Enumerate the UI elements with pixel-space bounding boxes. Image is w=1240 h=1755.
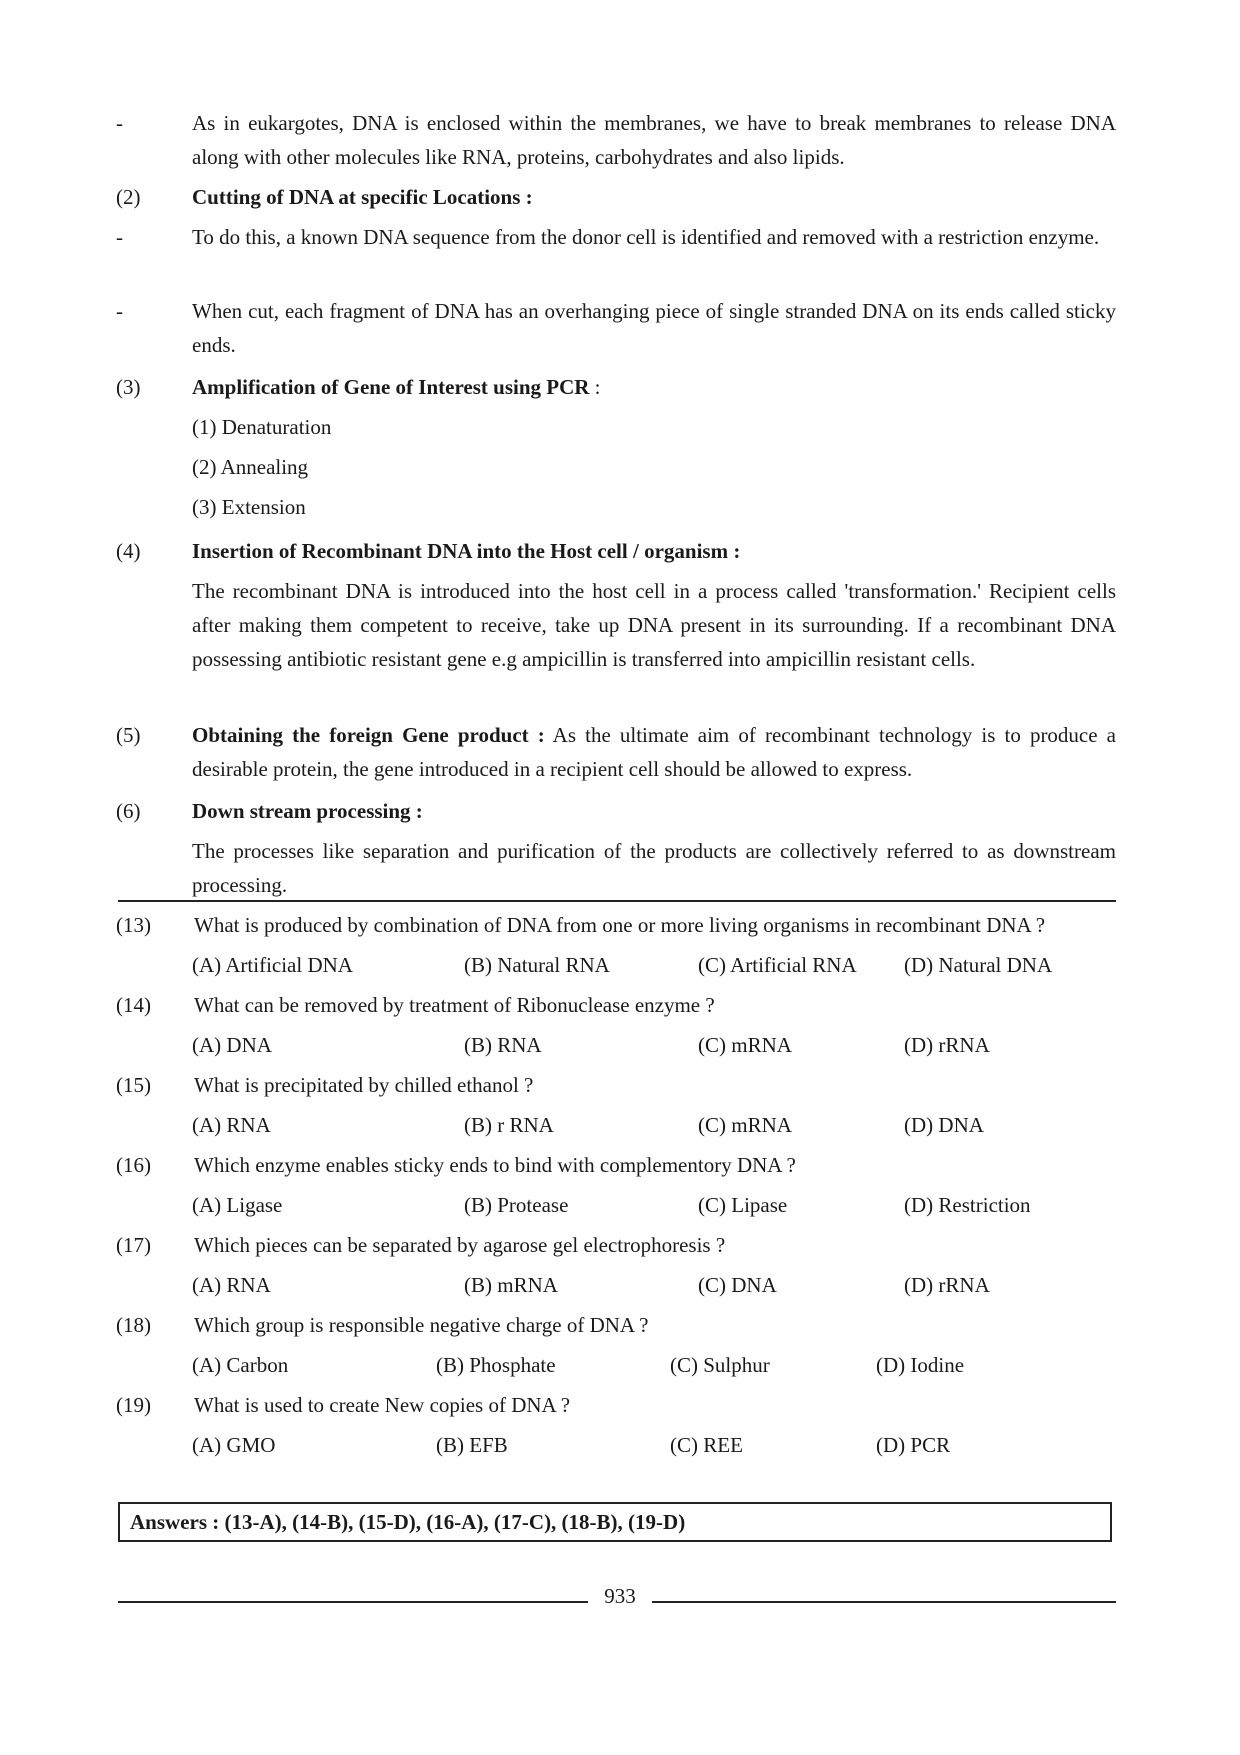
footer-rule-left: [118, 1601, 588, 1603]
option: (B) Phosphate: [436, 1353, 556, 1377]
option: (A) Ligase: [192, 1193, 283, 1217]
footer-rule-right: [652, 1601, 1116, 1603]
bullet-text: As in eukargotes, DNA is enclosed within the membranes, we have to break membranes to release DNA along with other molecules like RNA, proteins, carbohydrates and also lipids.: [192, 111, 1116, 169]
option: (D) rRNA: [904, 1273, 990, 1297]
section-number: (2): [116, 185, 141, 209]
option: (B) r RNA: [464, 1113, 554, 1137]
section-title-wrap: [192, 370, 1116, 404]
pcr-step: (3) Extension: [192, 495, 306, 519]
divider: [118, 900, 1116, 902]
option: (C) DNA: [698, 1273, 777, 1297]
option: (B) Protease: [464, 1193, 569, 1217]
bullet-text: To do this, a known DNA sequence from the donor cell is identified and removed with a restriction enzyme.: [192, 225, 1100, 249]
section-body-text: The recombinant DNA is introduced into the host cell in a process called 'transformation.' Recipient cells after making them competent to receive, take up DNA present in its surrounding. If a recombinant DNA possessing antibiotic resistant gene e.g ampicillin is transferred into ampicillin resistant cells.: [192, 579, 1116, 671]
option: (D) Natural DNA: [904, 953, 1053, 977]
option: (B) Natural RNA: [464, 953, 610, 977]
question-number: (13): [116, 913, 151, 937]
option: (D) Restriction: [904, 1193, 1031, 1217]
question-number: (14): [116, 993, 151, 1017]
section-number: (3): [116, 375, 141, 399]
question-number: (19): [116, 1393, 151, 1417]
option: (A) RNA: [192, 1273, 271, 1297]
option: (A) GMO: [192, 1433, 276, 1457]
option: (C) mRNA: [698, 1113, 792, 1137]
section-title: Amplification of Gene of Interest using PCR: [192, 375, 590, 399]
section-body-text: As the ultimate aim of recombinant technology is to produce a desirable protein, the gene introduced in a recipient cell should be allowed to express.: [192, 723, 1116, 781]
section-paragraph: [192, 718, 1116, 786]
option: (D) rRNA: [904, 1033, 990, 1057]
bullet-marker: -: [116, 299, 123, 323]
section-title: Down stream processing :: [192, 799, 423, 823]
option: (A) Artificial DNA: [192, 953, 353, 977]
question-text: What is precipitated by chilled ethanol ?: [194, 1073, 534, 1097]
question-number: (18): [116, 1313, 151, 1337]
section-number: (6): [116, 799, 141, 823]
section-title: Obtaining the foreign Gene product :: [192, 723, 545, 747]
bullet-text: When cut, each fragment of DNA has an overhanging piece of single stranded DNA on its ends called sticky ends.: [192, 299, 1116, 357]
question-text: What can be removed by treatment of Ribonuclease enzyme ?: [194, 993, 715, 1017]
question-text: Which pieces can be separated by agarose gel electrophoresis ?: [194, 1233, 726, 1257]
question-number: (15): [116, 1073, 151, 1097]
section-body-text: The processes like separation and purification of the products are collectively referred to as downstream processing.: [192, 839, 1116, 897]
option: (B) mRNA: [464, 1273, 558, 1297]
answers-box: Answers : (13-A), (14-B), (15-D), (16-A), (17-C), (18-B), (19-D): [118, 1502, 1112, 1542]
question-number: (16): [116, 1153, 151, 1177]
section-title: Insertion of Recombinant DNA into the Host cell / organism :: [192, 539, 741, 563]
question-text: Which enzyme enables sticky ends to bind with complementory DNA ?: [194, 1153, 796, 1177]
option: (B) RNA: [464, 1033, 542, 1057]
section-number: (5): [116, 723, 141, 747]
option: (A) DNA: [192, 1033, 272, 1057]
question-text: Which group is responsible negative charge of DNA ?: [194, 1313, 649, 1337]
pcr-step: (1) Denaturation: [192, 415, 332, 439]
question-number: (17): [116, 1233, 151, 1257]
option: (A) RNA: [192, 1113, 271, 1137]
option: (C) REE: [670, 1433, 743, 1457]
option: (C) Sulphur: [670, 1353, 770, 1377]
bullet-marker: -: [116, 111, 123, 135]
question-text: What is produced by combination of DNA from one or more living organisms in recombinant DNA ?: [194, 913, 1046, 937]
option: (D) Iodine: [876, 1353, 965, 1377]
section-number: (4): [116, 539, 141, 563]
section-title-suffix: :: [589, 375, 601, 399]
pcr-step: (2) Annealing: [192, 455, 309, 479]
section-title: Cutting of DNA at specific Locations :: [192, 185, 533, 209]
bullet-marker: -: [116, 225, 123, 249]
option: (C) mRNA: [698, 1033, 792, 1057]
option: (D) PCR: [876, 1433, 951, 1457]
option: (D) DNA: [904, 1113, 984, 1137]
option: (C) Lipase: [698, 1193, 788, 1217]
option: (B) EFB: [436, 1433, 508, 1457]
question-text: What is used to create New copies of DNA ?: [194, 1393, 571, 1417]
option: (A) Carbon: [192, 1353, 289, 1377]
page-number: 933: [604, 1584, 636, 1608]
option: (C) Artificial RNA: [698, 953, 857, 977]
